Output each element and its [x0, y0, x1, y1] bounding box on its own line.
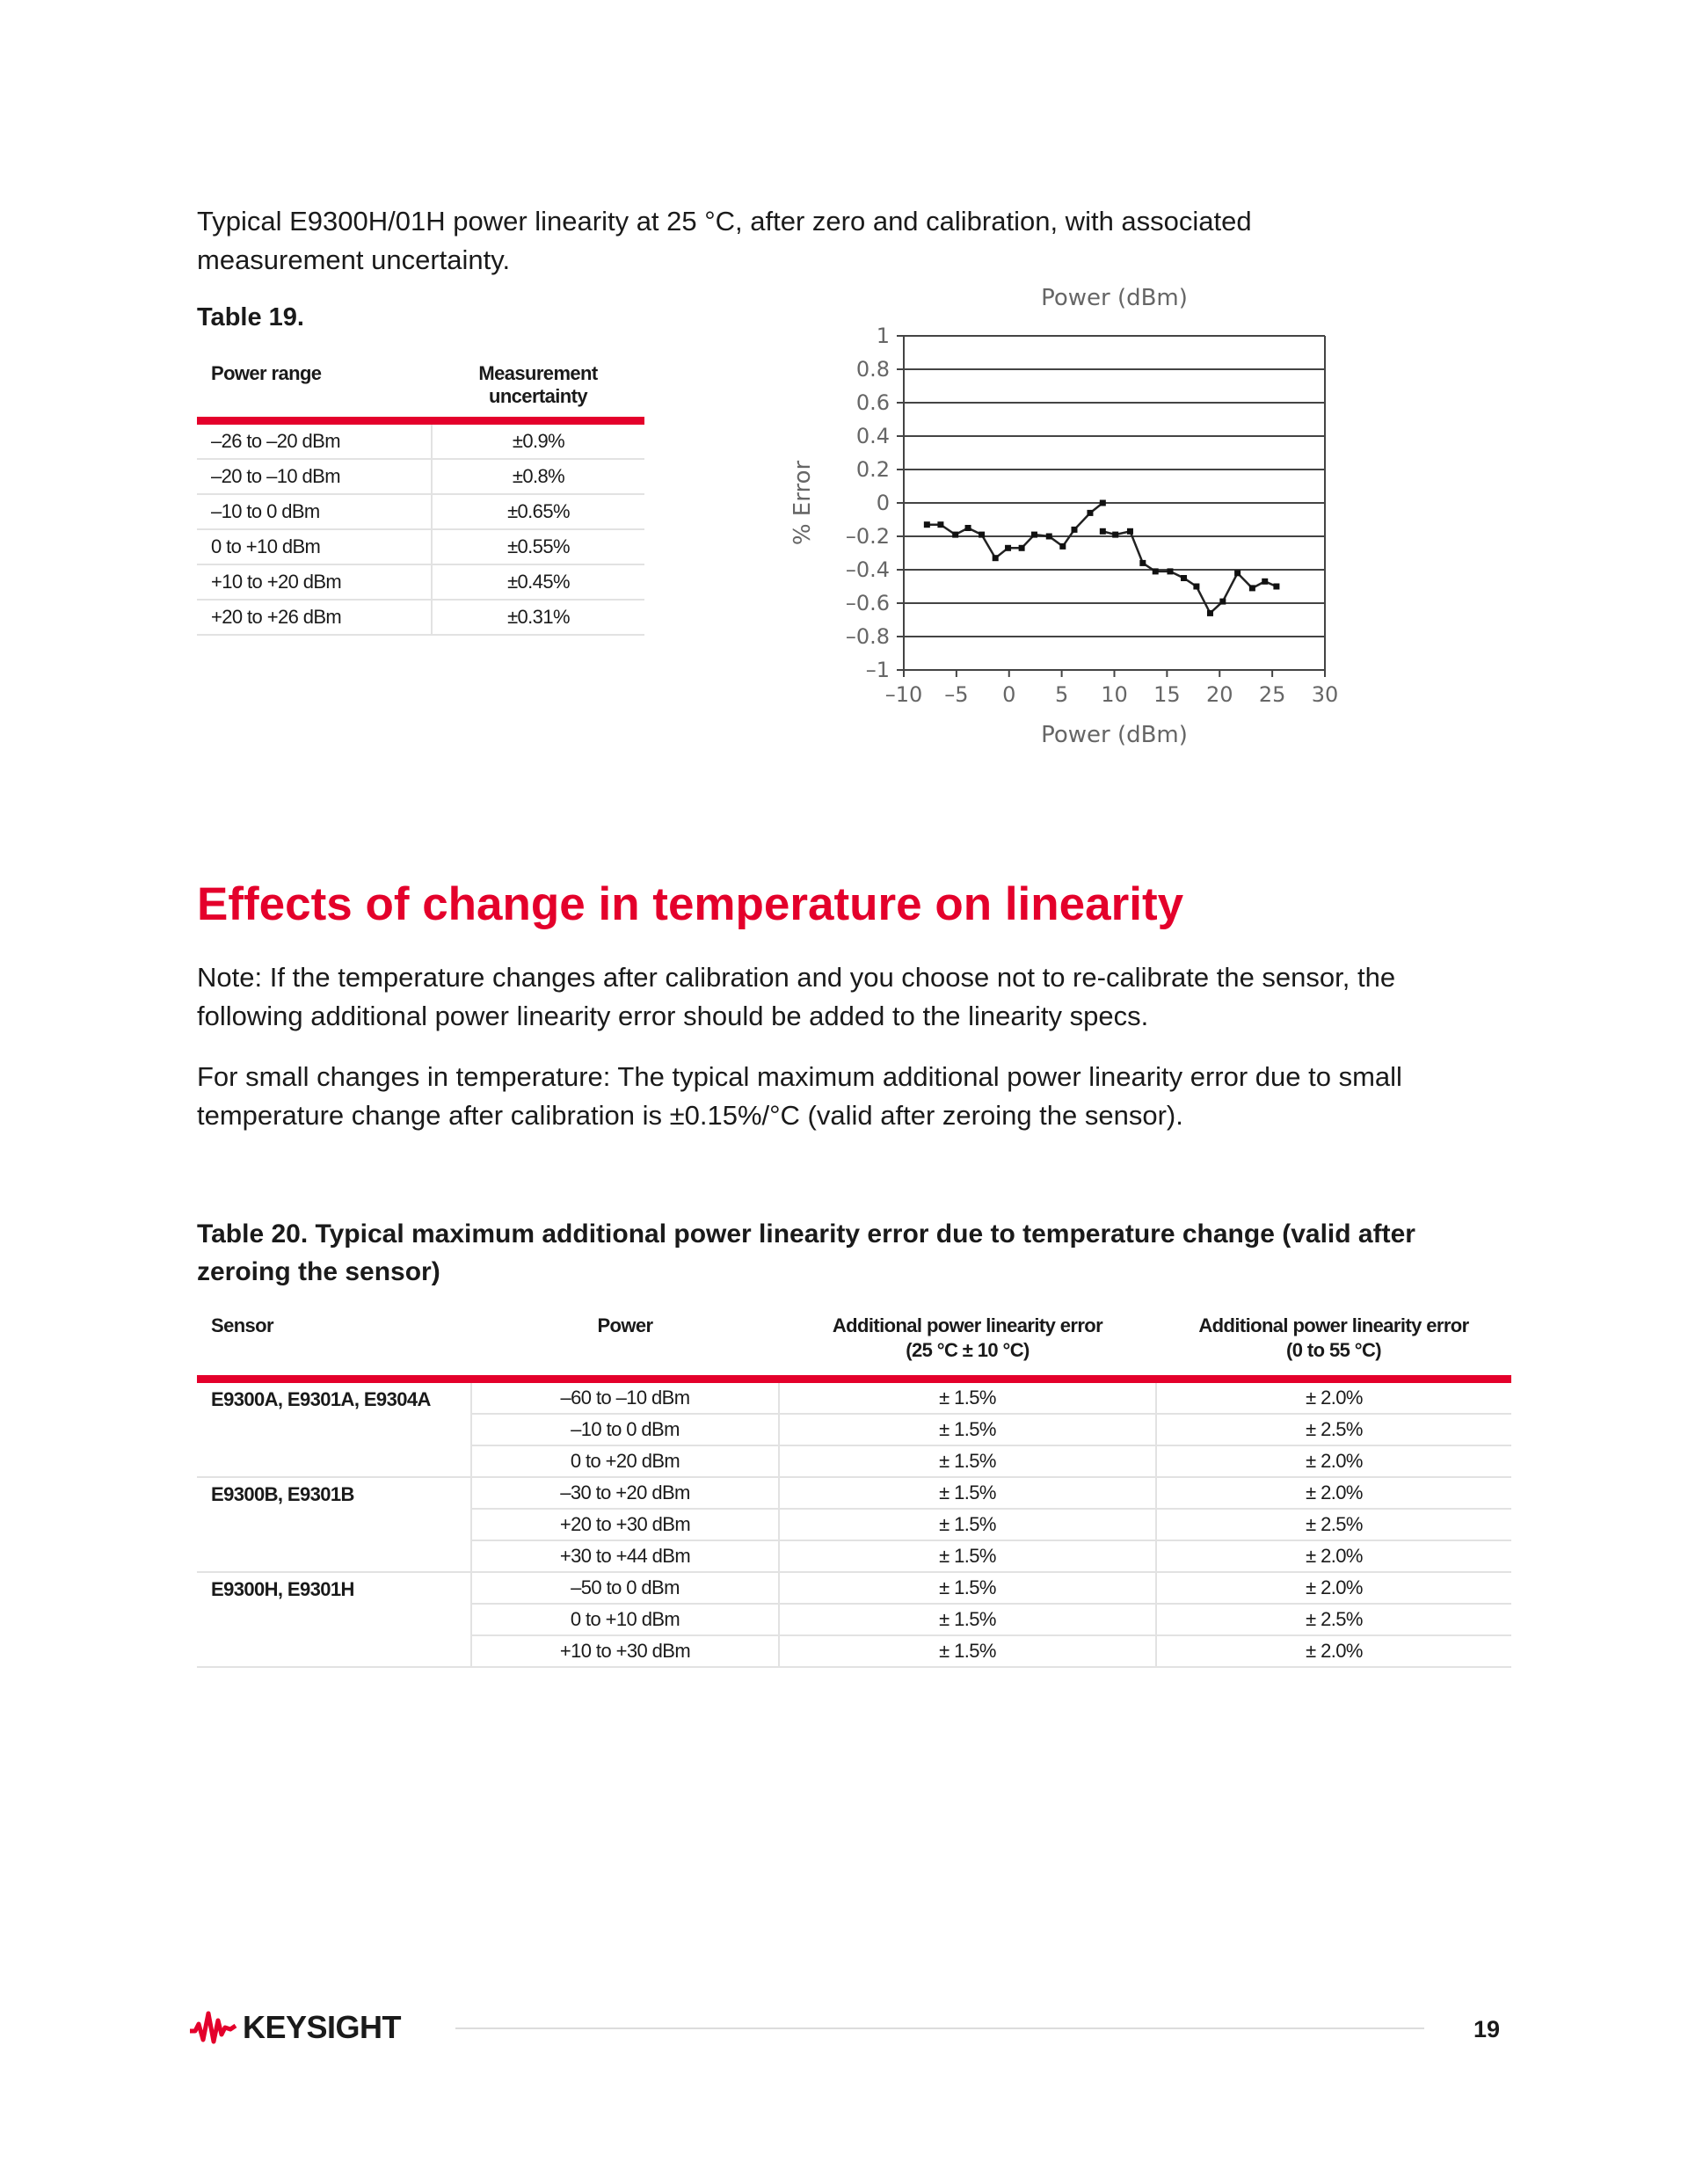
x-tick-label: 10	[1101, 682, 1128, 707]
error-0-55c-cell: ± 2.0%	[1156, 1572, 1511, 1604]
data-point	[1193, 584, 1199, 590]
error-0-55c-cell: ± 2.0%	[1156, 1380, 1511, 1415]
table20-header-error-25c	[779, 1314, 1156, 1380]
table20-title: Table 20. Typical maximum additional power linearity error due to temperature change (valid after zeroing the sensor)	[197, 1219, 1415, 1286]
error-0-55c-cell: ± 2.0%	[1156, 1445, 1511, 1477]
footer-divider	[455, 2027, 1424, 2029]
power-range-cell: +10 to +20 dBm	[197, 564, 432, 600]
error-25c-cell: ± 1.5%	[779, 1572, 1156, 1604]
table-row	[197, 600, 644, 635]
data-point	[1153, 568, 1159, 574]
data-point	[1071, 527, 1077, 533]
power-cell: +20 to +30 dBm	[471, 1509, 779, 1540]
y-tick-label: –0.2	[845, 524, 890, 549]
data-point	[1139, 560, 1146, 566]
intro-text: Typical E9300H/01H power linearity at 25 °C, after zero and calibration, with associated measurement uncertainty.	[197, 206, 1252, 275]
table20-header-power: Power	[471, 1314, 779, 1380]
power-range-cell: –20 to –10 dBm	[197, 459, 432, 494]
uncertainty-cell: ±0.45%	[432, 564, 644, 600]
x-tick-label: –5	[944, 682, 969, 707]
y-tick-label: 0	[876, 491, 890, 515]
table20-header-sensor: Sensor	[197, 1314, 471, 1380]
table-row	[197, 1380, 1511, 1415]
error-0-55c-cell: ± 2.5%	[1156, 1509, 1511, 1540]
uncertainty-cell: ±0.65%	[432, 494, 644, 529]
sensor-cell: E9300H, E9301H	[197, 1572, 471, 1667]
data-point	[952, 532, 958, 538]
table-row	[197, 459, 644, 494]
error-0-55c-cell: ± 2.0%	[1156, 1540, 1511, 1572]
header-line1: Additional power linearity error	[1198, 1314, 1469, 1336]
x-tick-label: 15	[1153, 682, 1181, 707]
data-point	[965, 525, 971, 531]
y-tick-label: 1	[876, 324, 890, 348]
data-point	[1181, 575, 1187, 581]
error-25c-cell: ± 1.5%	[779, 1477, 1156, 1509]
data-point	[979, 532, 985, 538]
error-25c-cell: ± 1.5%	[779, 1540, 1156, 1572]
error-0-55c-cell: ± 2.0%	[1156, 1477, 1511, 1509]
section-heading: Effects of change in temperature on linearity	[197, 878, 1184, 930]
note-paragraph: Note: If the temperature changes after calibration and you choose not to re-calibrate the sensor, the following additional power linearity error should be added to the linearity specs.	[197, 962, 1396, 1031]
power-cell: 0 to +20 dBm	[471, 1445, 779, 1477]
data-point	[1167, 568, 1173, 574]
y-tick-label: –0.4	[845, 557, 890, 582]
data-point	[1207, 610, 1213, 616]
data-point	[1273, 584, 1279, 590]
error-25c-cell: ± 1.5%	[779, 1509, 1156, 1540]
table-row	[197, 1572, 1511, 1604]
uncertainty-cell: ±0.9%	[432, 421, 644, 460]
data-point	[993, 555, 999, 561]
table-row	[197, 421, 644, 460]
y-tick-label: 0.6	[855, 390, 890, 415]
uncertainty-cell: ±0.8%	[432, 459, 644, 494]
error-25c-cell: ± 1.5%	[779, 1604, 1156, 1635]
chart-title: Power (dBm)	[1041, 285, 1188, 311]
error-25c-cell: ± 1.5%	[779, 1445, 1156, 1477]
keysight-wave-icon	[188, 2008, 237, 2047]
data-point	[1100, 500, 1106, 506]
power-cell: –30 to +20 dBm	[471, 1477, 779, 1509]
power-cell: 0 to +10 dBm	[471, 1604, 779, 1635]
y-axis-label: % Error	[789, 460, 816, 546]
series-line-2	[1102, 531, 1277, 613]
data-point	[1046, 534, 1052, 540]
x-tick-label: 20	[1205, 682, 1233, 707]
small-changes-paragraph: For small changes in temperature: The typical maximum additional power linearity error due to small temperature change after calibration is ±0.15%/°C (valid after zeroing the sensor).	[197, 1061, 1402, 1131]
power-cell: +10 to +30 dBm	[471, 1635, 779, 1667]
x-tick-label: 25	[1258, 682, 1286, 707]
uncertainty-cell: ±0.55%	[432, 529, 644, 564]
power-range-cell: –26 to –20 dBm	[197, 421, 432, 460]
error-25c-cell: ± 1.5%	[779, 1414, 1156, 1445]
power-range-cell: 0 to +10 dBm	[197, 529, 432, 564]
table20	[197, 1314, 1511, 1668]
error-0-55c-cell: ± 2.0%	[1156, 1635, 1511, 1667]
data-point	[1219, 599, 1226, 605]
table19	[197, 360, 644, 636]
error-25c-cell: ± 1.5%	[779, 1635, 1156, 1667]
data-point	[1249, 585, 1255, 591]
table-row	[197, 564, 644, 600]
error-25c-cell: ± 1.5%	[779, 1380, 1156, 1415]
y-tick-label: 0.2	[855, 457, 890, 482]
keysight-logo	[188, 2008, 401, 2047]
x-tick-label: 5	[1054, 682, 1069, 707]
data-point	[1059, 543, 1066, 550]
power-cell: +30 to +44 dBm	[471, 1540, 779, 1572]
data-point	[1087, 510, 1093, 516]
data-point	[1100, 528, 1106, 535]
x-tick-label: 0	[1002, 682, 1016, 707]
sensor-cell: E9300A, E9301A, E9304A	[197, 1380, 471, 1478]
x-axis-label: Power (dBm)	[1041, 722, 1188, 748]
y-tick-label: –0.8	[845, 624, 890, 649]
logo-text: KEYSIGHT	[243, 2009, 402, 2045]
table19-title: Table 19.	[197, 303, 304, 331]
power-cell: –60 to –10 dBm	[471, 1380, 779, 1415]
error-0-55c-cell: ± 2.5%	[1156, 1604, 1511, 1635]
y-tick-label: 0.8	[855, 357, 890, 382]
linearity-chart	[774, 273, 1477, 765]
data-point	[1112, 532, 1118, 538]
y-tick-label: 0.4	[855, 424, 890, 448]
y-tick-label: –1	[865, 658, 890, 682]
data-point	[1031, 532, 1037, 538]
data-point	[1005, 545, 1011, 551]
x-tick-label: 30	[1311, 682, 1339, 707]
data-point	[1234, 570, 1241, 576]
header-line2: (25 °C ± 10 °C)	[906, 1339, 1030, 1361]
sensor-cell: E9300B, E9301B	[197, 1477, 471, 1572]
table19-header-uncertainty: Measurement uncertainty	[432, 360, 644, 421]
y-tick-label: –0.6	[845, 591, 890, 615]
page-number: 19	[1473, 2016, 1501, 2042]
header-line1: Additional power linearity error	[832, 1314, 1103, 1336]
data-point	[1127, 528, 1133, 535]
table19-header-power: Power range	[197, 360, 432, 421]
data-point	[937, 521, 943, 528]
table-row	[197, 529, 644, 564]
table-row	[197, 494, 644, 529]
table-row	[197, 1477, 1511, 1509]
data-point	[924, 521, 930, 528]
power-range-cell: –10 to 0 dBm	[197, 494, 432, 529]
table20-header-error-0-55c	[1156, 1314, 1511, 1380]
power-range-cell: +20 to +26 dBm	[197, 600, 432, 635]
x-tick-label: –10	[884, 682, 923, 707]
data-point	[1262, 579, 1268, 585]
power-cell: –50 to 0 dBm	[471, 1572, 779, 1604]
uncertainty-cell: ±0.31%	[432, 600, 644, 635]
power-cell: –10 to 0 dBm	[471, 1414, 779, 1445]
data-point	[1019, 545, 1025, 551]
header-line2: (0 to 55 °C)	[1286, 1339, 1381, 1361]
error-0-55c-cell: ± 2.5%	[1156, 1414, 1511, 1445]
